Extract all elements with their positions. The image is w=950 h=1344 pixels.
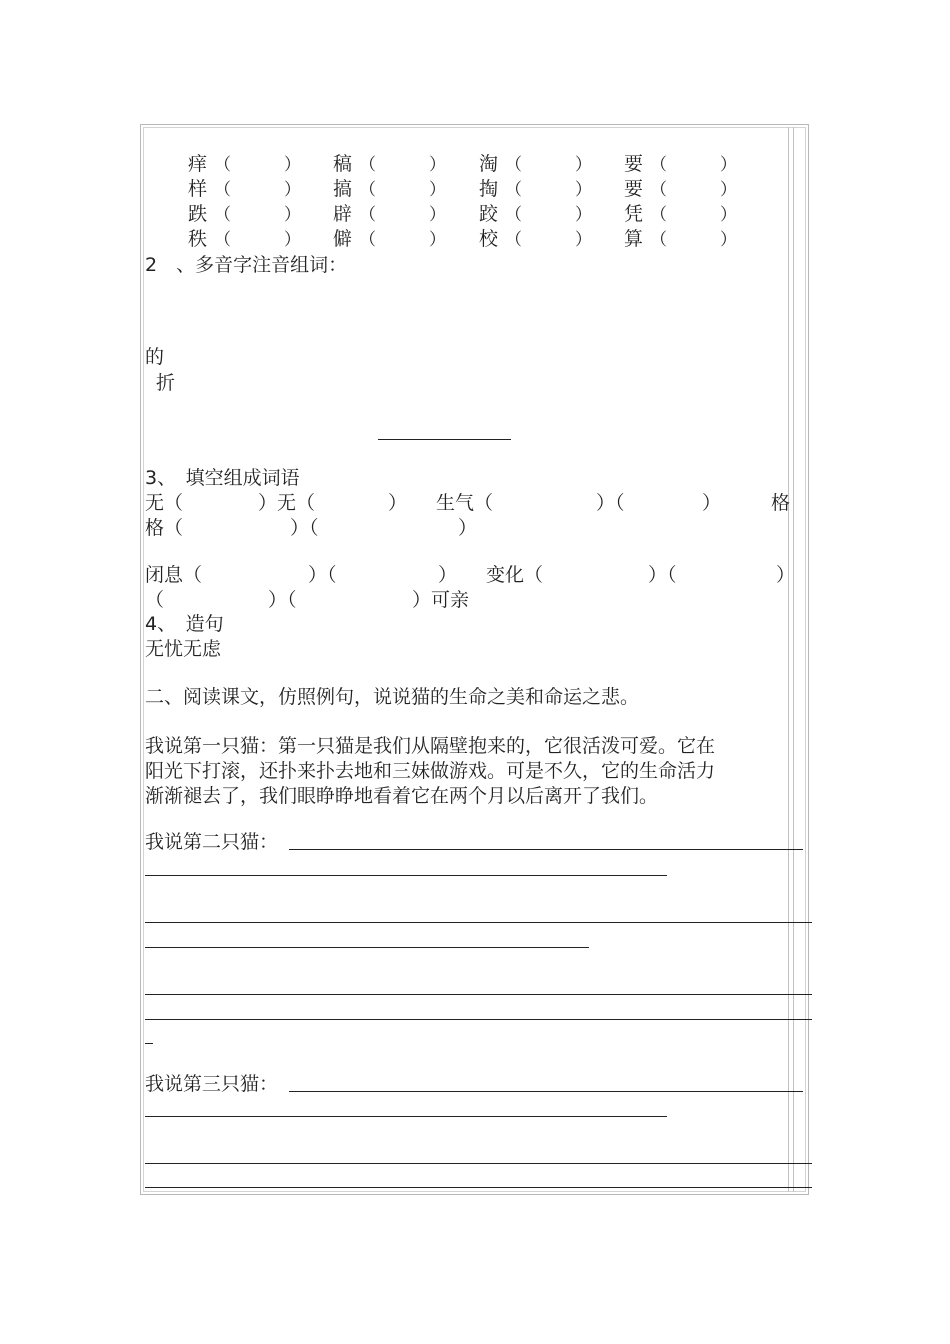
grid-char: 算: [624, 228, 644, 250]
fill-blank: ）（: [268, 589, 297, 611]
frame-rule: [793, 127, 794, 1192]
fill-blank: ）（: [308, 564, 337, 586]
polyphone-char: 折: [156, 372, 176, 394]
fill-blank: 生气（: [436, 492, 494, 514]
paren-open: （: [359, 205, 376, 225]
fill-blank: ）: [438, 564, 458, 586]
grid-char: 搞: [333, 178, 353, 200]
grid-char: 校: [479, 228, 499, 250]
fill-blank: （: [145, 589, 165, 611]
example-line: 渐渐褪去了，我们眼睁睁地看着它在两个月以后离开了我们。: [145, 785, 659, 807]
paren-close: ）: [720, 155, 737, 175]
fill-blank: 格（: [145, 517, 184, 539]
paren-close: ）: [429, 205, 446, 225]
paren-open: （: [650, 155, 667, 175]
paren-close: ）: [284, 180, 301, 200]
paren-close: ）: [575, 180, 592, 200]
cat3-label: 我说第三只猫：: [145, 1073, 279, 1095]
answer-line[interactable]: [145, 1187, 812, 1188]
answer-line[interactable]: [378, 439, 511, 440]
answer-line[interactable]: [145, 1163, 812, 1164]
paren-close: ）: [575, 205, 592, 225]
paren-open: （: [214, 205, 231, 225]
paren-open: （: [214, 180, 231, 200]
paren-open: （: [214, 155, 231, 175]
paren-close: ）: [284, 205, 301, 225]
q4-title: 4、 造句: [145, 613, 224, 635]
answer-line[interactable]: [145, 875, 667, 876]
answer-line[interactable]: [145, 922, 812, 923]
paren-close: ）: [720, 180, 737, 200]
paren-open: （: [214, 230, 231, 250]
paren-open: （: [650, 205, 667, 225]
fill-blank: ）: [388, 492, 408, 514]
paren-open: （: [359, 230, 376, 250]
fill-blank: ）: [458, 517, 478, 539]
paren-open: （: [359, 180, 376, 200]
answer-line[interactable]: [145, 947, 589, 948]
paren-open: （: [359, 155, 376, 175]
fill-blank: 变化（: [486, 564, 544, 586]
grid-char: 痒: [188, 153, 208, 175]
paren-close: ）: [284, 155, 301, 175]
q2-title: 2 、多音字注音组词：: [145, 254, 348, 276]
paren-close: ）: [720, 205, 737, 225]
sentence-word: 无忧无虑: [145, 638, 222, 660]
grid-char: 跌: [188, 203, 208, 225]
paren-open: （: [505, 230, 522, 250]
paren-close: ）: [720, 230, 737, 250]
answer-line[interactable]: [145, 1116, 667, 1117]
paren-close: ）: [429, 155, 446, 175]
q3-title: 3、 填空组成词语: [145, 467, 300, 489]
fill-blank: ）: [776, 564, 796, 586]
fill-blank: 无（: [145, 492, 184, 514]
fill-blank: ）（: [290, 517, 319, 539]
paren-close: ）: [429, 230, 446, 250]
paren-open: （: [505, 180, 522, 200]
grid-char: 要: [624, 153, 644, 175]
example-line: 阳光下打滚，还扑来扑去地和三妹做游戏。可是不久，它的生命活力: [145, 760, 716, 782]
paren-close: ）: [575, 230, 592, 250]
answer-line[interactable]: [145, 994, 812, 995]
grid-char: 样: [188, 178, 208, 200]
fill-blank: ）: [702, 492, 722, 514]
paren-open: （: [650, 180, 667, 200]
paren-open: （: [505, 205, 522, 225]
grid-char: 僻: [333, 228, 353, 250]
fill-blank: ）无（: [258, 492, 316, 514]
paren-open: （: [505, 155, 522, 175]
fill-blank: ）（: [648, 564, 677, 586]
part2-title: 二、阅读课文，仿照例句，说说猫的生命之美和命运之悲。: [145, 686, 640, 708]
answer-line[interactable]: [145, 1019, 812, 1020]
grid-char: 掏: [479, 178, 499, 200]
paren-close: ）: [575, 155, 592, 175]
cat2-label: 我说第二只猫：: [145, 831, 279, 853]
page-frame-inner: [143, 127, 806, 1192]
fill-blank: 闭息（: [145, 564, 203, 586]
answer-line[interactable]: [145, 1043, 153, 1044]
grid-char: 稿: [333, 153, 353, 175]
grid-char: 凭: [624, 203, 644, 225]
polyphone-char: 的: [145, 346, 165, 368]
frame-rule: [788, 127, 789, 1192]
grid-char: 辟: [333, 203, 353, 225]
fill-blank: ）（: [596, 492, 625, 514]
answer-line[interactable]: [289, 849, 803, 850]
grid-char: 秩: [188, 228, 208, 250]
grid-char: 要: [624, 178, 644, 200]
fill-blank: 格: [771, 492, 791, 514]
grid-char: 跤: [479, 203, 499, 225]
answer-line[interactable]: [289, 1091, 803, 1092]
fill-blank: ）可亲: [412, 589, 470, 611]
paren-open: （: [650, 230, 667, 250]
example-line: 我说第一只猫：第一只猫是我们从隔壁抱来的，它很活泼可爱。它在: [145, 735, 716, 757]
paren-close: ）: [429, 180, 446, 200]
paren-close: ）: [284, 230, 301, 250]
grid-char: 淘: [479, 153, 499, 175]
